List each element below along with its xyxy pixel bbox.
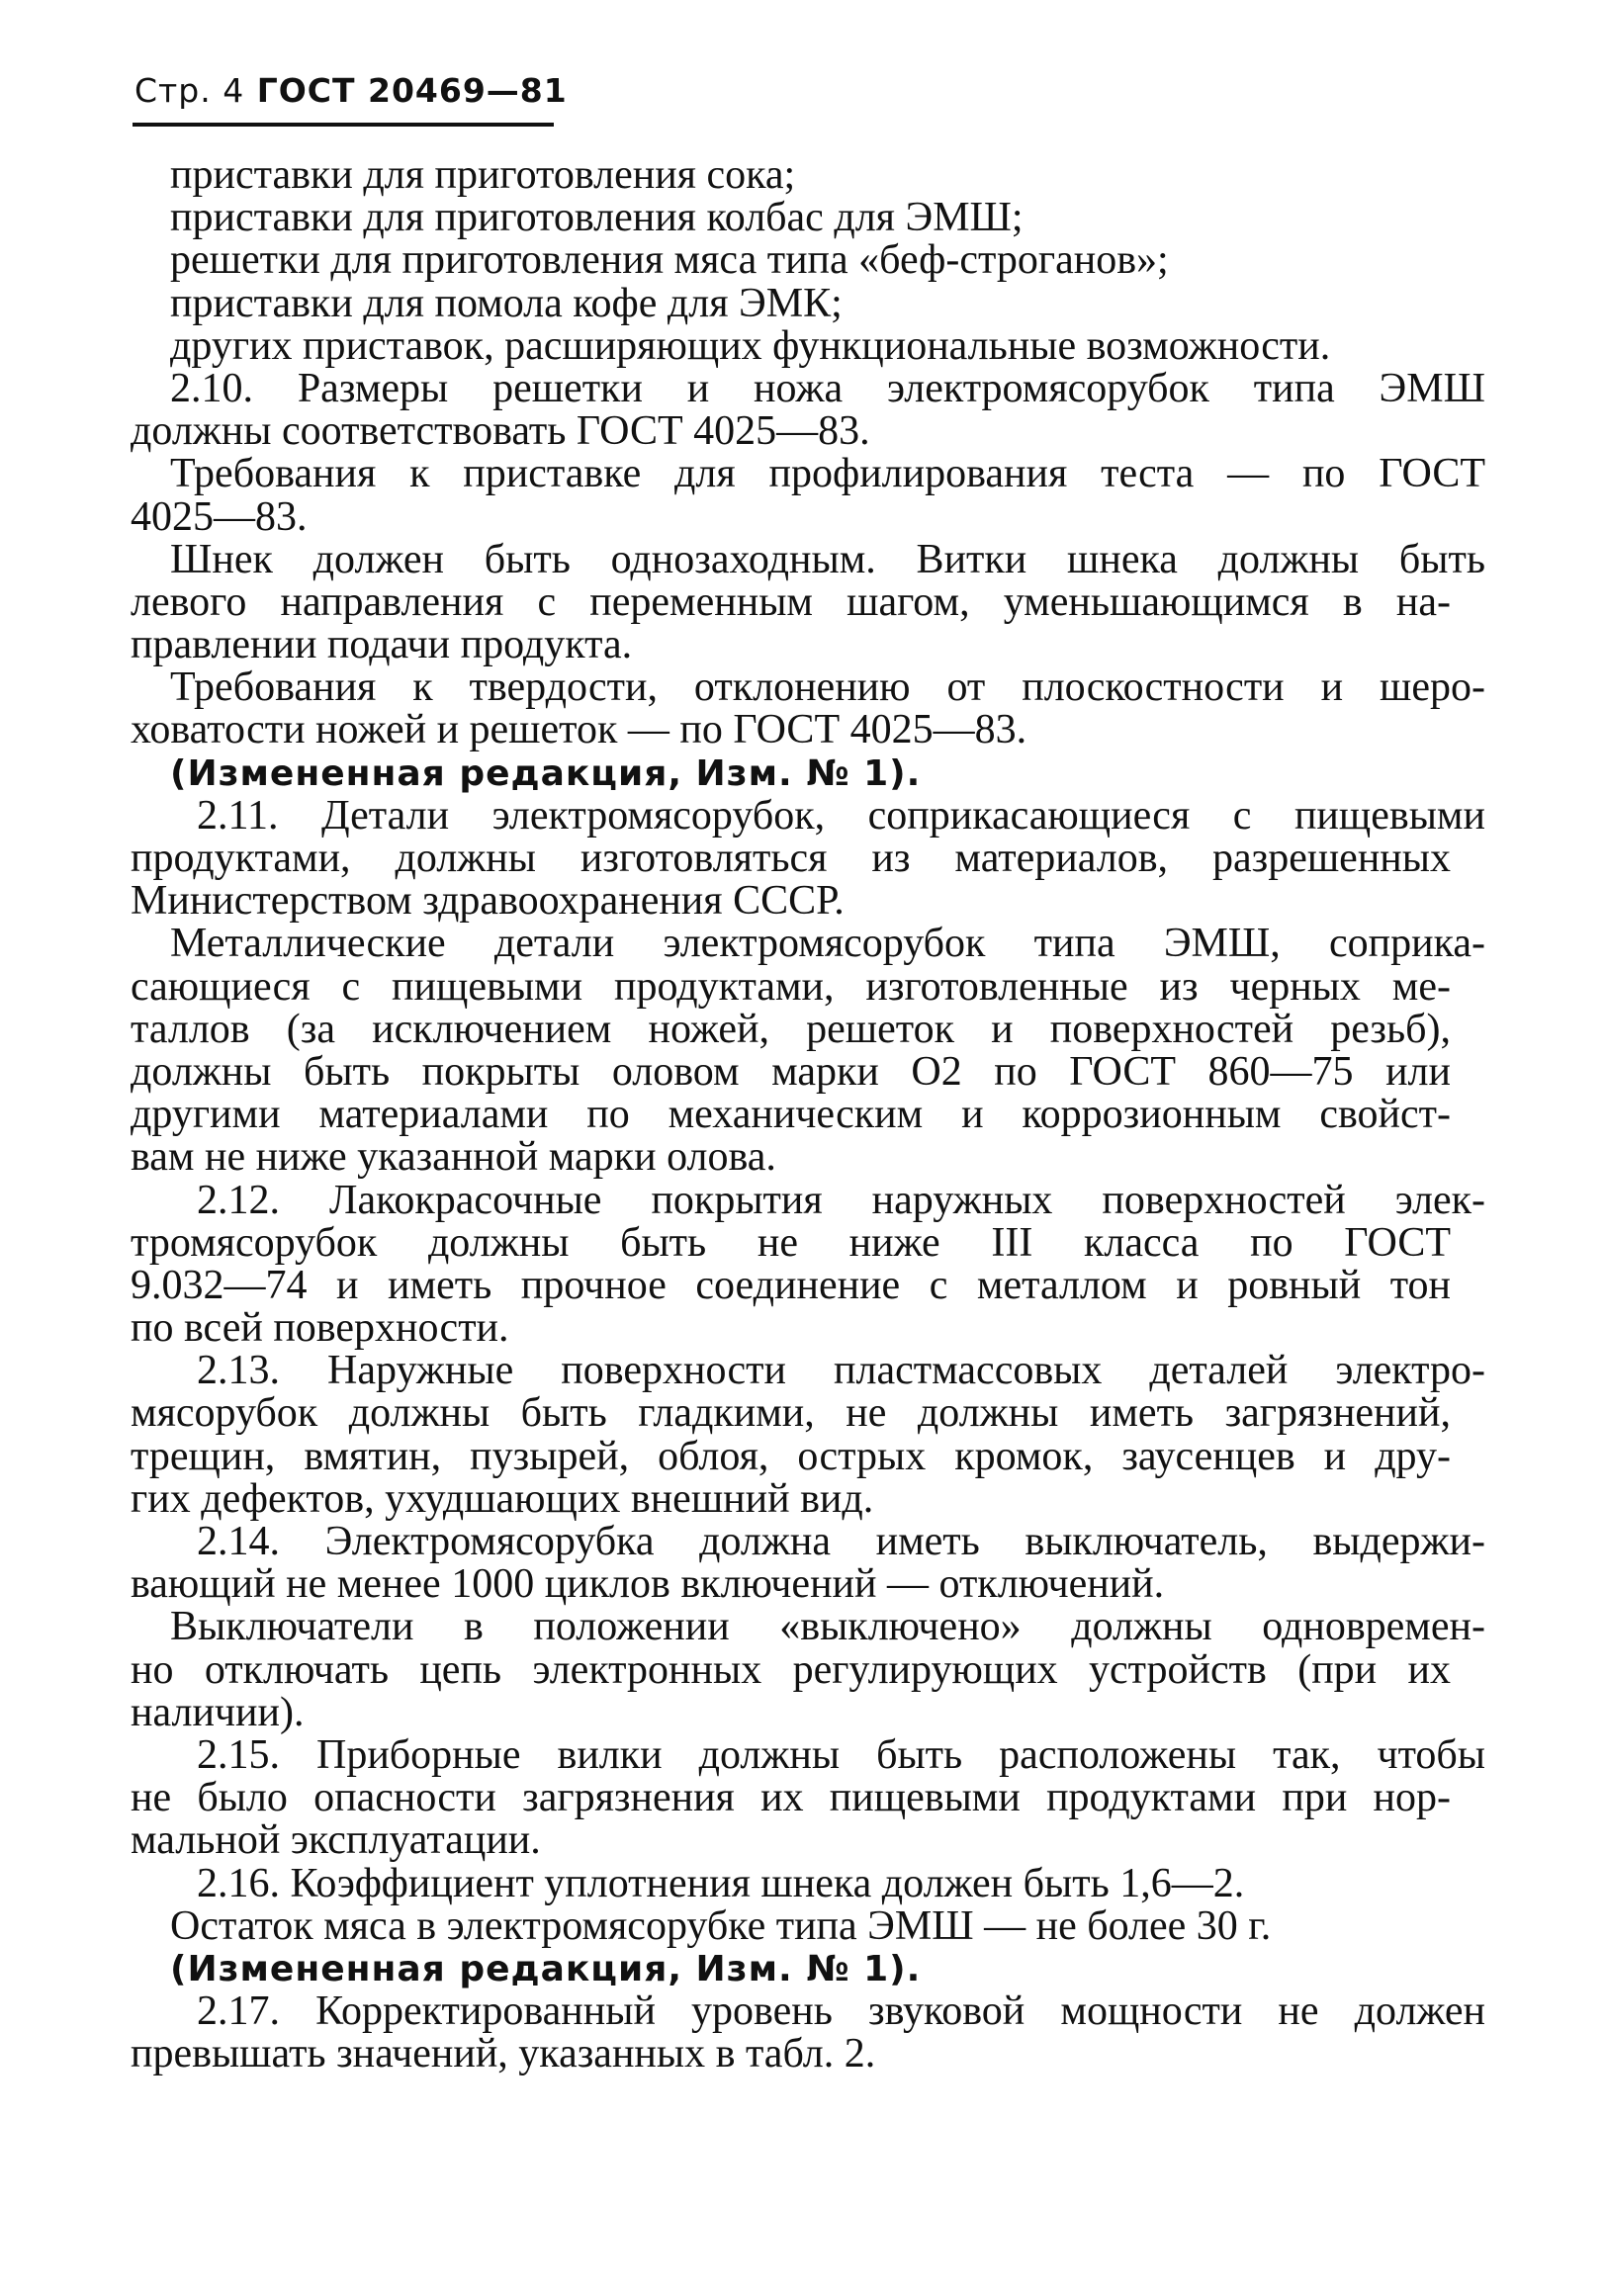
page-number: Стр. 4 [134, 71, 245, 110]
text-line: таллов (за исключением ножей, решеток и поверхностей резьб), [131, 1006, 1451, 1052]
text-line: 2.15. Приборные вилки должны быть расположены так, чтобы [197, 1731, 1485, 1778]
text-line: превышать значений, указанных в табл. 2. [131, 2031, 876, 2077]
amendment-note: (Измененная редакция, Изм. № 1). [170, 752, 922, 794]
text-line: наличии). [131, 1689, 305, 1735]
text-line: 2.12. Лакокрасочные покрытия наружных поверхностей элек- [197, 1177, 1485, 1223]
text-line: 2.16. Коэффициент уплотнения шнека должен быть 1,6—2. [197, 1860, 1245, 1906]
text-line: другими материалами по механическим и коррозионным свойст- [131, 1092, 1451, 1138]
text-line: 2.17. Корректированный уровень звуковой мощности не должен [197, 1988, 1485, 2035]
amendment-note: (Измененная редакция, Изм. № 1). [170, 1948, 922, 1989]
text-line: левого направления с переменным шагом, уменьшающимся в на- [131, 578, 1451, 625]
text-line: мясорубок должны быть гладкими, не должны иметь загрязнений, [131, 1390, 1451, 1437]
standard-id: ГОСТ 20469—81 [256, 71, 568, 110]
text-line: должны быть покрыты оловом марки О2 по ГОСТ 860—75 или [131, 1048, 1451, 1095]
text-line: других приставок, расширяющих функциональные возможности. [170, 322, 1331, 369]
text-line: по всей поверхности. [131, 1305, 509, 1352]
text-line: правлении подачи продукта. [131, 622, 633, 668]
header-rule [133, 123, 554, 127]
text-line: вающий не менее 1000 циклов включений — отключений. [131, 1561, 1165, 1608]
text-line: гих дефектов, ухудшающих внешний вид. [131, 1475, 874, 1522]
text-line: 2.13. Наружные поверхности пластмассовых деталей электро- [197, 1348, 1485, 1394]
text-line: решетки для приготовления мяса типа «беф-строганов»; [170, 237, 1169, 284]
text-line: вам не ниже указанной марки олова. [131, 1134, 776, 1181]
text-line: приставки для приготовления сока; [170, 152, 796, 198]
text-line: Шнек должен быть однозаходным. Витки шнека должны быть [170, 536, 1485, 582]
body-text [131, 152, 1485, 2077]
text-line: 9.032—74 и иметь прочное соединение с металлом и ровный тон [131, 1262, 1451, 1308]
text-line: 2.14. Электромясорубка должна иметь выключатель, выдержи- [197, 1519, 1485, 1564]
text-line: 4025—83. [131, 493, 308, 540]
page-header [134, 71, 568, 110]
text-line: приставки для помола кофе для ЭМК; [170, 280, 843, 326]
text-line: ховатости ножей и решеток — по ГОСТ 4025—83. [131, 707, 1027, 753]
text-line: Требования к твердости, отклонению от плоскостности и шеро- [170, 664, 1485, 711]
text-line: Министерством здравоохранения СССР. [131, 878, 845, 925]
text-line: продуктами, должны изготовляться из материалов, разрешенных [131, 836, 1451, 881]
text-line: не было опасности загрязнения их пищевыми продуктами при нор- [131, 1775, 1451, 1821]
text-line: Металлические детали электромясорубок типа ЭМШ, соприка- [170, 921, 1485, 967]
text-line: приставки для приготовления колбас для ЭМШ; [170, 195, 1024, 241]
text-line: должны соответствовать ГОСТ 4025—83. [131, 408, 870, 455]
text-line: Требования к приставке для профилирования теста — по ГОСТ [170, 451, 1485, 497]
text-line: 2.11. Детали электромясорубок, соприкасающиеся с пищевыми [197, 792, 1485, 839]
text-line: Выключатели в положении «выключено» должны одновремен- [170, 1604, 1485, 1650]
text-line: мальной эксплуатации. [131, 1817, 541, 1864]
text-line: трещин, вмятин, пузырей, облоя, острых кромок, заусенцев и дру- [131, 1433, 1451, 1479]
text-line: но отключать цепь электронных регулирующих устройств (при их [131, 1646, 1451, 1693]
text-line: тромясорубок должны быть не ниже III класса по ГОСТ [131, 1219, 1451, 1266]
text-line: 2.10. Размеры решетки и ножа электромясорубок типа ЭМШ [170, 365, 1485, 411]
text-line: сающиеся с пищевыми продуктами, изготовленные из черных ме- [131, 963, 1451, 1010]
text-line: Остаток мяса в электромясорубке типа ЭМШ — не более 30 г. [170, 1902, 1272, 1949]
